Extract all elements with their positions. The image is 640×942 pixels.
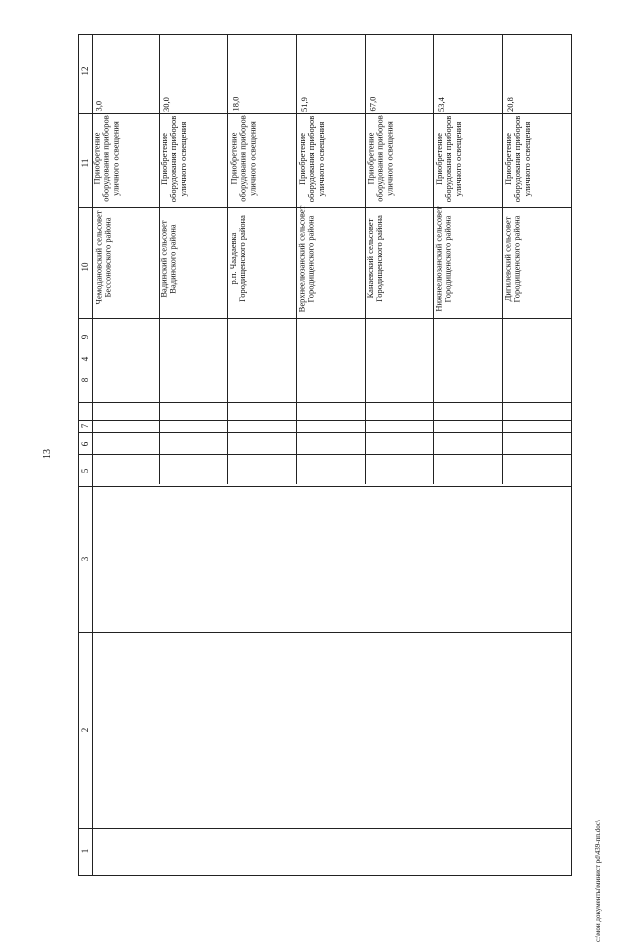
column-number: 4 xyxy=(80,356,90,362)
column-number: 8 xyxy=(80,377,90,383)
column-number: 2 xyxy=(80,727,90,733)
recipient-cell: Вадинский сельсовет Вадинского района xyxy=(158,220,178,298)
column-number: 9 xyxy=(80,334,90,340)
column-number: 12 xyxy=(80,66,90,76)
column-boundary xyxy=(78,632,572,633)
footer-file-path: c:\мои документы\минист pd\439-пп.doc\ xyxy=(594,820,602,942)
recipient-cell: Верхнеелюзанский сельсовет Городищенского района xyxy=(296,205,316,313)
column-boundary xyxy=(78,420,572,421)
amount-cell: 53,4 xyxy=(436,97,446,112)
column-boundary xyxy=(78,432,572,433)
amount-cell: 20,8 xyxy=(505,97,515,112)
purpose-cell: Приобретение оборудования приборов уличного освещения xyxy=(365,115,395,202)
amount-cell: 51,9 xyxy=(299,97,309,112)
purpose-cell: Приобретение оборудования приборов уличного освещения xyxy=(503,115,532,203)
column-boundary xyxy=(78,454,572,455)
recipient-cell: Дигилевский сельсовет Городищенского района xyxy=(502,215,522,303)
purpose-cell: Приобретение оборудования приборов уличного освещения xyxy=(434,115,463,203)
column-number: 10 xyxy=(80,262,90,272)
column-number: 11 xyxy=(80,158,90,168)
column-number: 1 xyxy=(80,848,90,854)
column-number: 5 xyxy=(80,468,90,474)
purpose-cell: Приобретение оборудования приборов уличного освещения xyxy=(228,115,258,202)
recipient-cell: Нижнеелюзанский сельсовет Городищенского района xyxy=(433,206,453,312)
amount-cell: 30,0 xyxy=(161,97,171,112)
amount-cell: 18,0 xyxy=(230,96,241,112)
column-boundary xyxy=(78,318,572,319)
column-number: 3 xyxy=(80,556,90,562)
column-boundary xyxy=(78,486,572,487)
purpose-cell: Приобретение оборудования приборов уличного освещения xyxy=(91,115,121,202)
page-number: 13 xyxy=(42,449,53,459)
table-border-bottom xyxy=(78,875,572,876)
amount-cell: 3,0 xyxy=(93,100,104,112)
purpose-cell: Приобретение оборудования приборов уличного освещения xyxy=(297,115,326,203)
recipient-cell: р.п. Чаадаевка Городищенского района xyxy=(228,215,248,302)
column-number: 7 xyxy=(80,423,90,429)
column-boundary xyxy=(78,828,572,829)
amount-cell: 67,0 xyxy=(367,96,378,112)
rotated-data-table xyxy=(78,34,572,876)
column-boundary xyxy=(78,402,572,403)
column-number: 6 xyxy=(80,441,90,447)
table-border-right xyxy=(571,34,572,876)
recipient-cell: Чемодановский сельсовет Бессоновского района xyxy=(93,210,113,305)
purpose-cell: Приобретение оборудования приборов уличного освещения xyxy=(159,115,188,203)
recipient-cell: Канаевский сельсовет Городищенского района xyxy=(365,215,385,302)
